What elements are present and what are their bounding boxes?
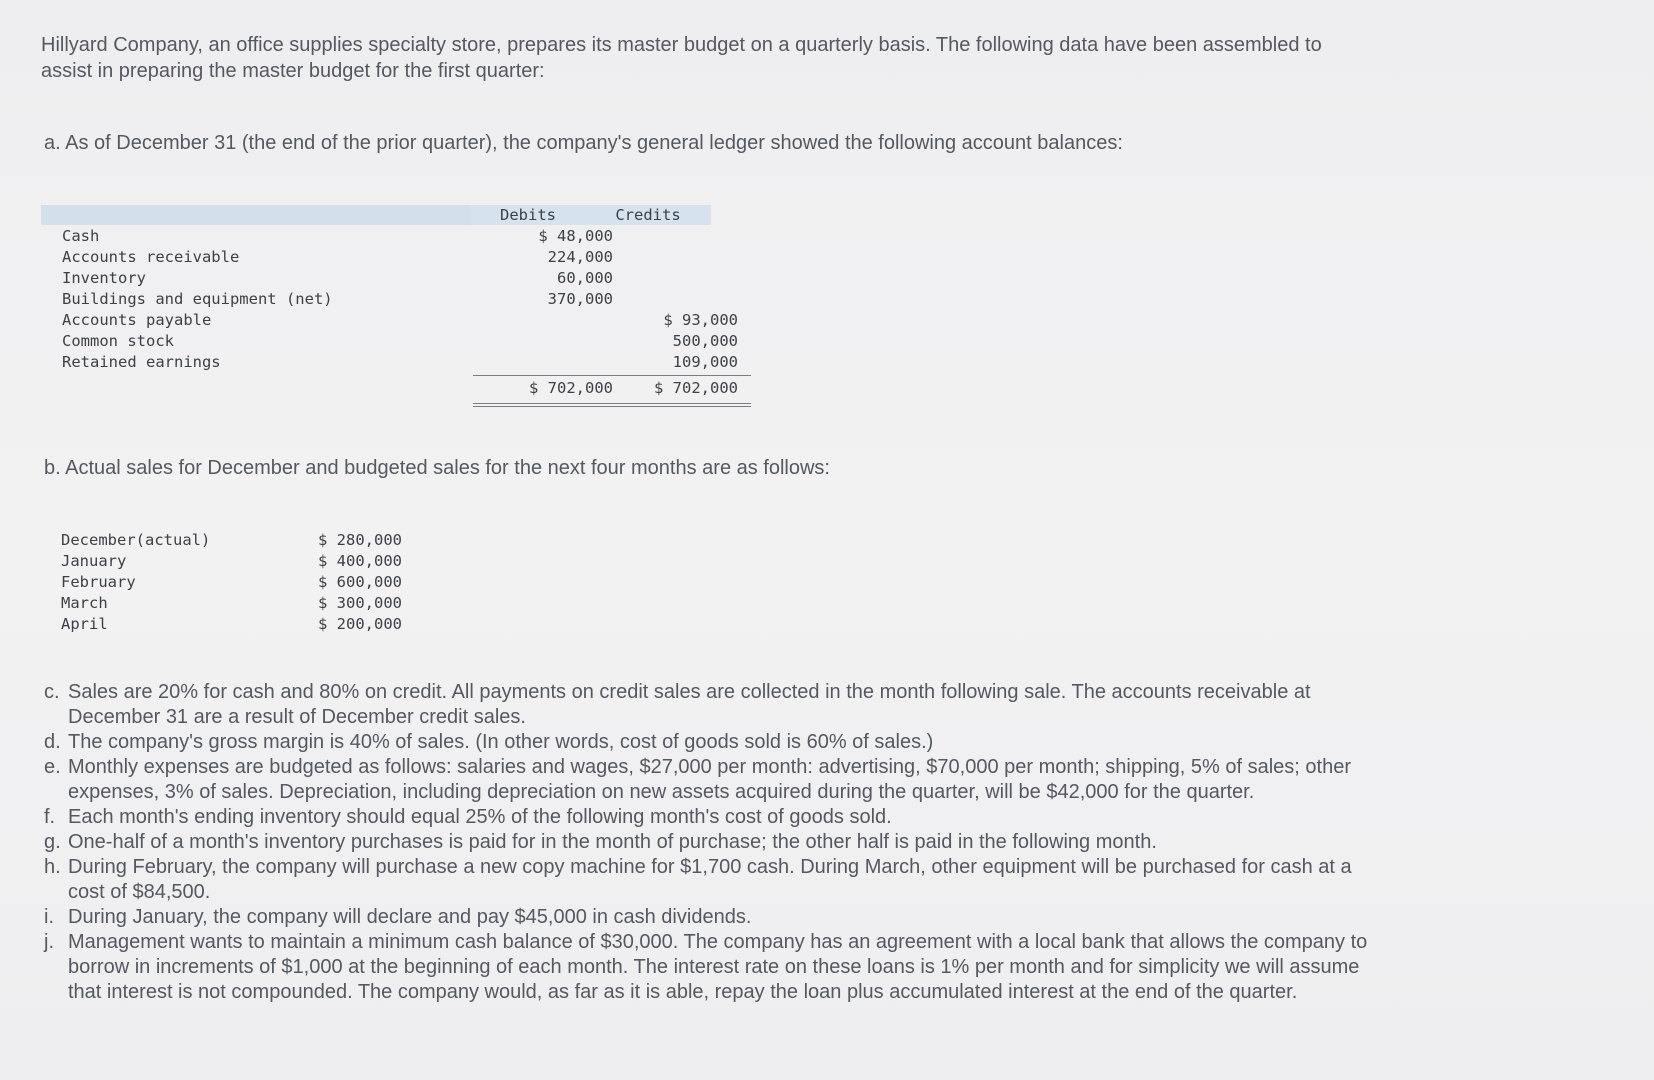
note-text: Each month's ending inventory should equal 25% of the following month's cost of goods sold. [68, 806, 892, 828]
note-text: Monthly expenses are budgeted as follows: salaries and wages, $27,000 per month: advertising, $70,000 per month; shipping, 5% of sales; other expenses, 3% of sales. Depreciation, including depreciation on new assets acquired during the quarter, will be $42,000 for the quarter. [68, 756, 1352, 803]
account-label: Inventory [62, 269, 146, 287]
note-item [44, 755, 1374, 805]
month-label: March [61, 594, 108, 612]
total-debits: $ 702,000 [529, 379, 613, 397]
note-item [44, 930, 1374, 1005]
double-rule-2 [473, 406, 751, 407]
note-letter: h. [44, 856, 61, 878]
ledger-balances-table [41, 205, 738, 410]
account-label: Accounts payable [62, 311, 212, 329]
note-item [44, 830, 1374, 855]
note-letter: d. [44, 731, 61, 753]
note-letter: e. [44, 756, 61, 778]
account-label: Buildings and equipment (net) [62, 290, 333, 308]
note-text: During February, the company will purchase a new copy machine for $1,700 cash. During March, other equipment will be purchased for cash at a cost of $84,500. [68, 856, 1352, 903]
sales-amount: $ 200,000 [318, 615, 402, 633]
note-text: Sales are 20% for cash and 80% on credit. All payments on credit sales are collected in the month following sale. The accounts receivable at December 31 are a result of December credit sales. [68, 681, 1311, 728]
month-label: April [61, 615, 108, 633]
table-header-band-left [41, 205, 471, 225]
account-label: Accounts receivable [62, 248, 240, 266]
note-letter: g. [44, 831, 61, 853]
table-row [41, 593, 441, 614]
total-credits: $ 702,000 [654, 379, 738, 397]
note-letter: f. [44, 806, 56, 828]
sales-amount: $ 300,000 [318, 594, 402, 612]
note-letter: i. [44, 906, 54, 928]
sales-amount: $ 600,000 [318, 573, 402, 591]
credits-column-header: Credits [615, 206, 681, 224]
table-row [41, 572, 441, 593]
debit-value: 370,000 [547, 290, 613, 308]
note-item [44, 855, 1374, 905]
account-label: Retained earnings [62, 353, 221, 371]
table-row [41, 530, 441, 551]
table-row [41, 310, 738, 331]
table-row [41, 247, 711, 268]
total-row [41, 378, 738, 399]
table-row [41, 268, 711, 289]
month-label: January [61, 552, 127, 570]
total-rule-top [473, 375, 751, 376]
credit-value: $ 93,000 [663, 311, 738, 329]
account-label: Cash [62, 227, 100, 245]
table-row [41, 289, 711, 310]
debit-value: 60,000 [557, 269, 613, 287]
debit-value: 224,000 [547, 248, 613, 266]
section-a-heading: a. As of December 31 (the end of the prior quarter), the company's general ledger showed the following account balances: [44, 132, 1123, 154]
credit-value: 500,000 [672, 332, 738, 350]
note-text: Management wants to maintain a minimum cash balance of $30,000. The company has an agreement with a local bank that allows the company to borrow in increments of $1,000 at the beginning of each month. The interest rate on these loans is 1% per month and for simplicity we will assume that interest is not compounded. The company would, as far as it is able, repay the loan plus accumulated interest at the end of the quarter. [68, 931, 1368, 1003]
debit-value: $ 48,000 [538, 227, 613, 245]
note-item [44, 805, 1374, 830]
note-text: During January, the company will declare and pay $45,000 in cash dividends. [68, 906, 752, 928]
note-text: One-half of a month's inventory purchases is paid for in the month of purchase; the other half is paid in the following month. [68, 831, 1157, 853]
sales-amount: $ 400,000 [318, 552, 402, 570]
section-b-heading: b. Actual sales for December and budgeted sales for the next four months are as follows: [44, 457, 830, 479]
double-rule-1 [473, 403, 751, 404]
note-text: The company's gross margin is 40% of sales. (In other words, cost of goods sold is 60% of sales.) [68, 731, 934, 753]
credit-value: 109,000 [672, 353, 738, 371]
table-row [41, 331, 738, 352]
table-row [41, 551, 441, 572]
table-row [41, 352, 738, 373]
sales-amount: $ 280,000 [318, 531, 402, 549]
debits-column-header: Debits [500, 206, 556, 224]
month-label: December(actual) [61, 531, 211, 549]
note-letter: j. [44, 931, 54, 953]
table-row [41, 614, 441, 635]
note-letter: c. [44, 681, 60, 703]
sales-table [41, 530, 441, 640]
note-item [44, 680, 1374, 730]
account-label: Common stock [62, 332, 174, 350]
note-item [44, 905, 1374, 930]
table-row [41, 226, 711, 247]
intro-paragraph: Hillyard Company, an office supplies specialty store, prepares its master budget on a quarterly basis. The following data have been assembled to assist in preparing the master budget for the first quarter: [41, 34, 1322, 82]
note-item [44, 730, 1374, 755]
month-label: February [61, 573, 136, 591]
budget-notes-list [44, 680, 1374, 1005]
